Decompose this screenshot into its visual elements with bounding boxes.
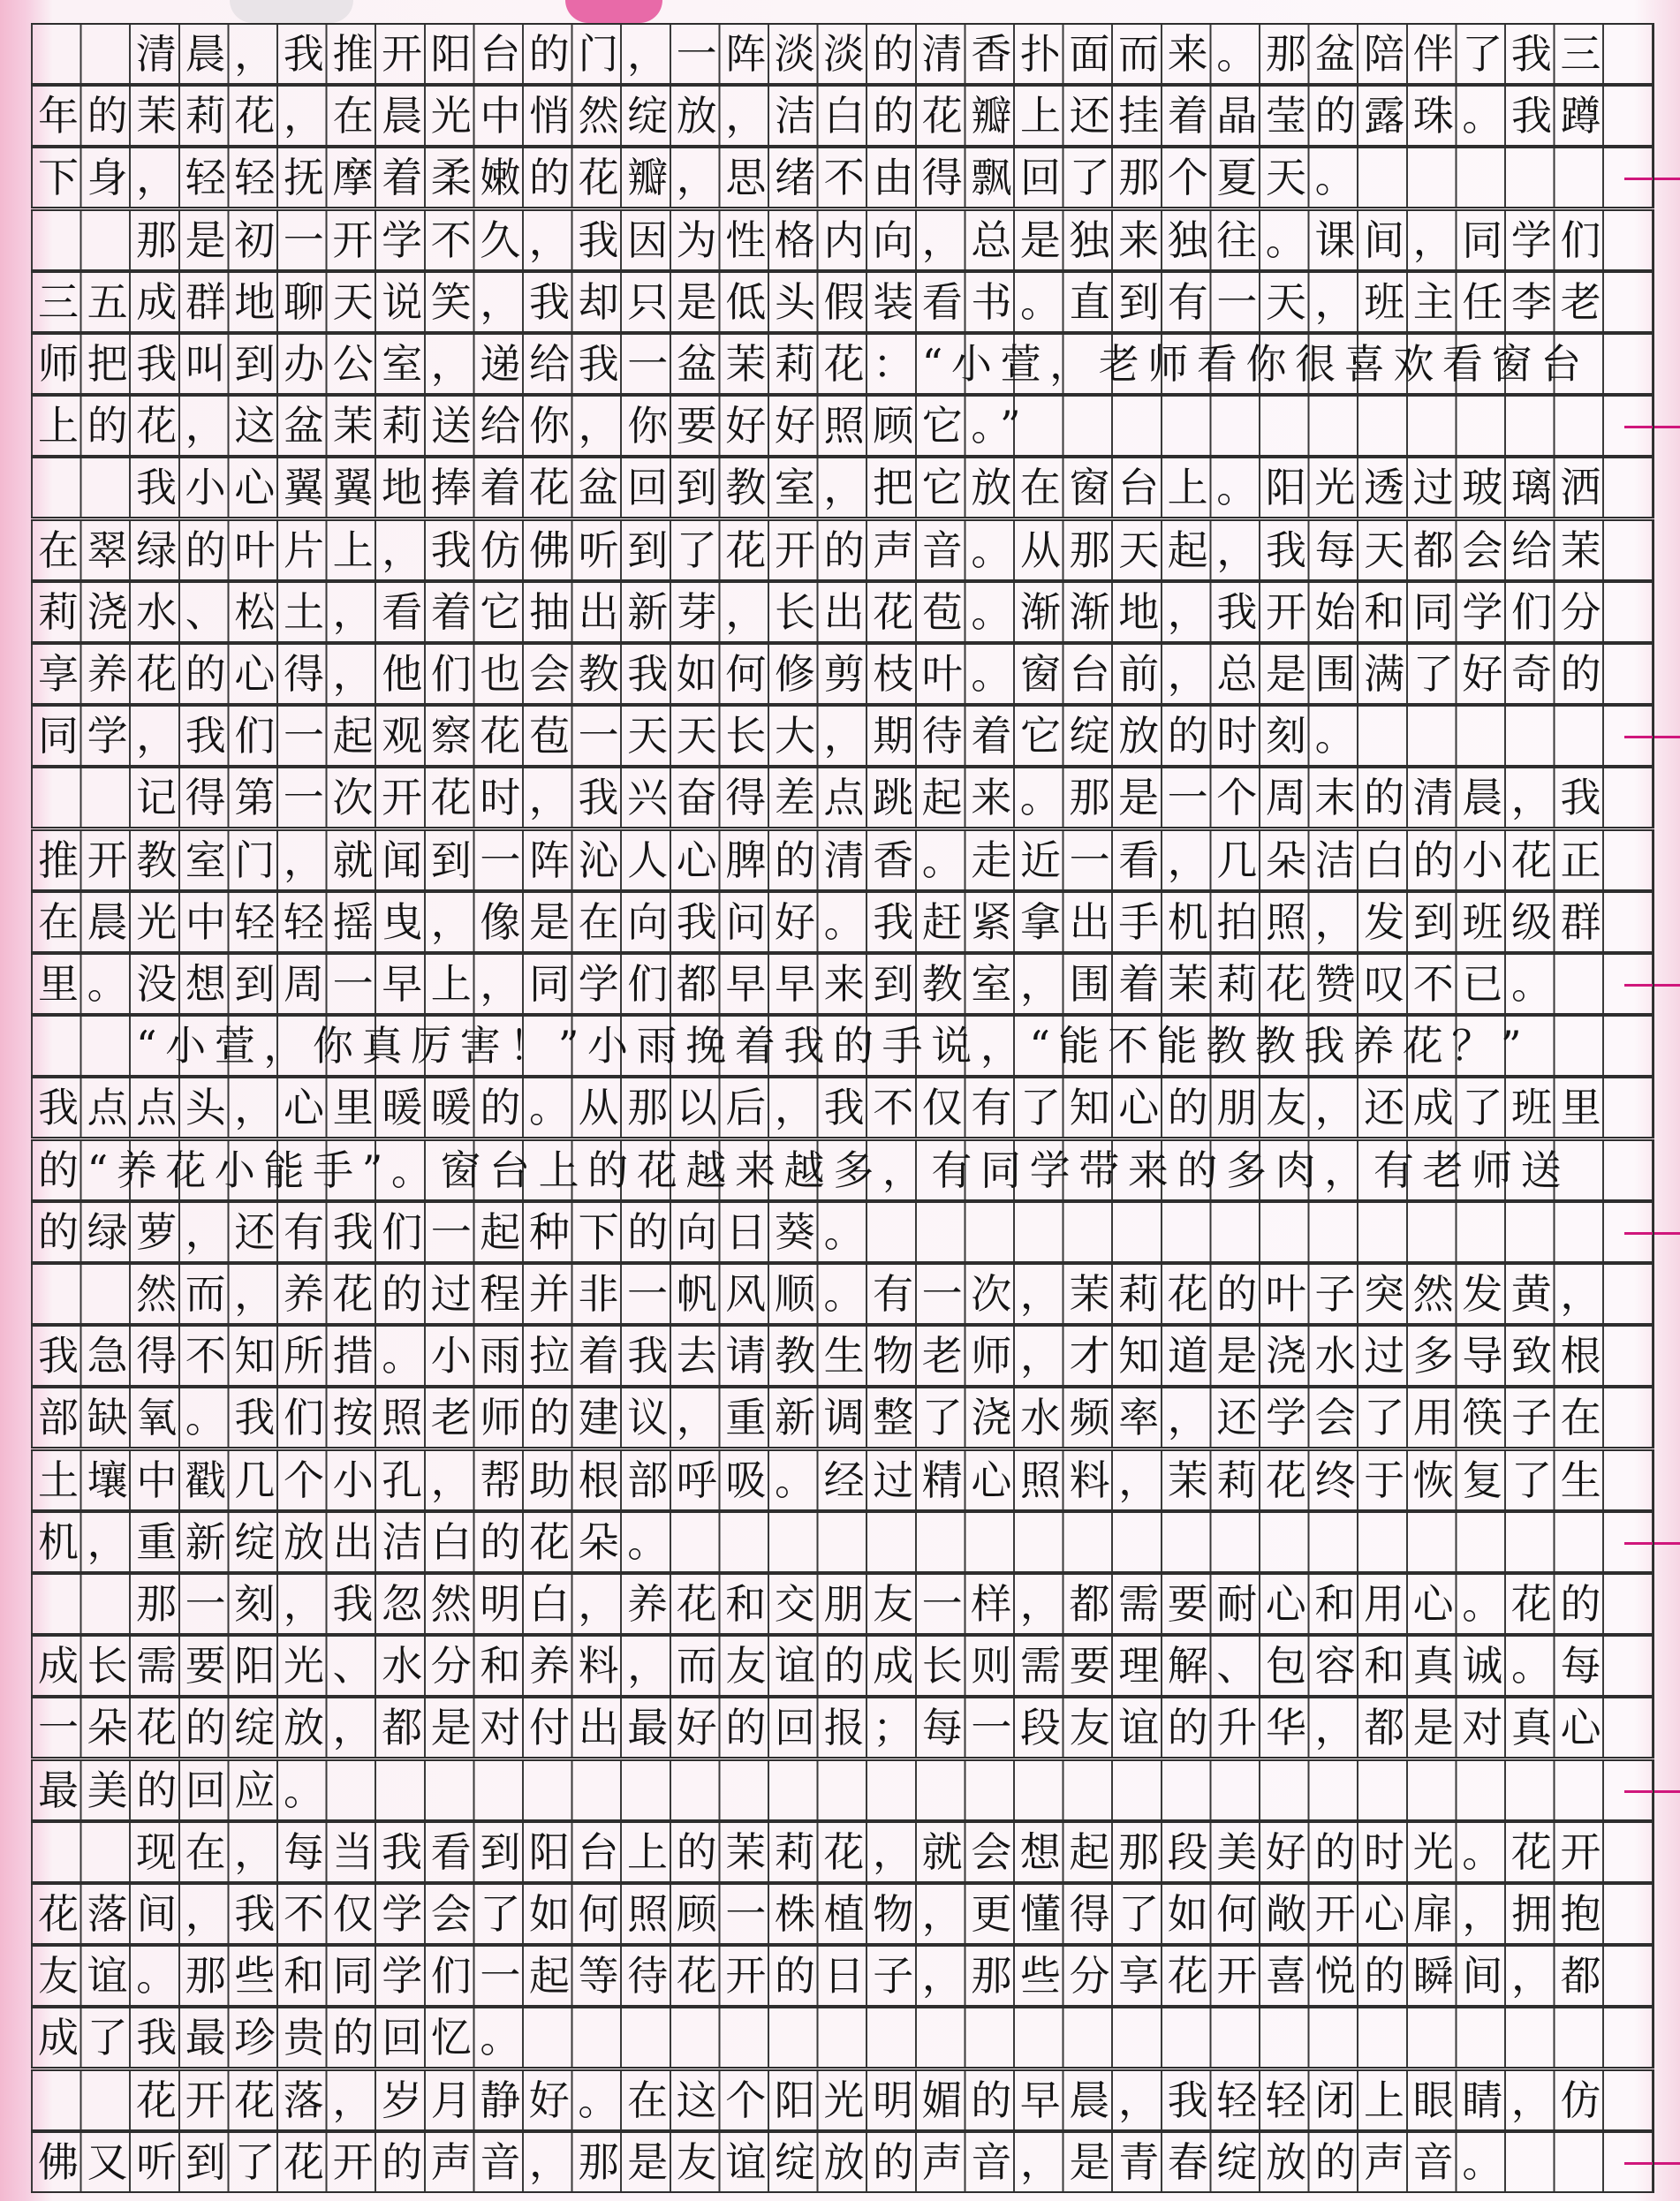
- essay-line-text: “小萱，你真厉害！”小雨挽着我的手说，“能不能教教我养花？”: [136, 1022, 1531, 1070]
- essay-line-text: 下身，轻轻抚摩着柔嫩的花瓣，思绪不由得飘回了那个夏天。: [38, 154, 1365, 202]
- essay-line: [31, 1325, 1653, 1387]
- essay-line-text: 推开教室门，就闻到一阵沁人心脾的清香。走近一看，几朵洁白的小花正: [38, 836, 1610, 884]
- essay-line: [31, 147, 1653, 208]
- essay-line: [31, 891, 1653, 953]
- essay-line: [31, 643, 1653, 705]
- heart-decoration: [565, 0, 662, 23]
- essay-line-text: 成了我最珍贵的回忆。: [38, 2014, 529, 2062]
- essay-line: [31, 1945, 1653, 2007]
- essay-line: [31, 519, 1653, 581]
- essay-line: [31, 1077, 1653, 1138]
- essay-line-text: 的绿萝，还有我们一起种下的向日葵。: [38, 1207, 874, 1256]
- essay-line-text: 在翠绿的叶片上，我仿佛听到了花开的声音。从那天起，我每天都会给茉: [38, 526, 1610, 574]
- essay-line-text: 花落间，我不仅学会了如何照顾一株植物，更懂得了如何敞开心扉，拥抱: [38, 1890, 1610, 1938]
- essay-line-text: 的“养花小能手”。窗台上的花越来越多，有同学带来的多肉，有老师送: [38, 1146, 1570, 1194]
- essay-line-text: 享养花的心得，他们也会教我如何修剪枝叶。窗台前，总是围满了好奇的: [38, 650, 1610, 698]
- essay-line: [31, 1759, 1653, 1821]
- essay-line: [31, 457, 1653, 518]
- essay-line-text: 花开花落，岁月静好。在这个阳光明媚的早晨，我轻轻闭上眼睛，仿: [136, 2076, 1609, 2124]
- essay-line-text: 成长需要阳光、水分和养料，而友谊的成长则需要理解、包容和真诚。每: [38, 1642, 1610, 1690]
- essay-line-text: 机，重新绽放出洁白的花朵。: [38, 1517, 677, 1566]
- essay-line-text: 友谊。那些和同学们一起等待花开的日子，那些分享花开喜悦的瞬间，都: [38, 1952, 1610, 2001]
- essay-line: [31, 1449, 1653, 1511]
- essay-line: [31, 333, 1653, 395]
- essay-line: [31, 1387, 1653, 1448]
- paragraph-end-mark: [1624, 1542, 1680, 1545]
- essay-line: [31, 1821, 1653, 1883]
- essay-line: [31, 953, 1653, 1015]
- essay-line-text: 年的茉莉花，在晨光中悄然绽放，洁白的花瓣上还挂着晶莹的露珠。我蹲: [38, 92, 1610, 140]
- essay-line-text: 现在，每当我看到阳台上的茉莉花，就会想起那段美好的时光。花开: [136, 1827, 1609, 1876]
- essay-line: [31, 1883, 1653, 1945]
- essay-line: [31, 1139, 1653, 1201]
- essay-line-text: 最美的回应。: [38, 1766, 333, 1814]
- essay-line: [31, 23, 1653, 85]
- essay-line: [31, 829, 1653, 891]
- essay-line: [31, 581, 1653, 643]
- essay-line: [31, 1015, 1653, 1077]
- essay-line-text: 师把我叫到办公室，递给我一盆茉莉花：“小萱，老师看你很喜欢看窗台: [38, 340, 1590, 388]
- essay-line-text: 然而，养花的过程并非一帆风顺。有一次，茉莉花的叶子突然发黄，: [136, 1270, 1609, 1318]
- essay-line-text: 那是初一开学不久，我因为性格内向，总是独来独往。课间，同学们: [136, 216, 1609, 264]
- essay-line-text: 莉浇水、松土，看着它抽出新芽，长出花苞。渐渐地，我开始和同学们分: [38, 587, 1610, 636]
- paragraph-end-mark: [1624, 984, 1680, 987]
- essay-line: [31, 1511, 1653, 1573]
- essay-line: [31, 1635, 1653, 1697]
- paragraph-end-mark: [1624, 736, 1680, 738]
- essay-line-text: 上的花，这盆茉莉送给你，你要好好照顾它。”: [38, 402, 1030, 450]
- essay-line: [31, 1697, 1653, 1759]
- essay-line-text: 部缺氧。我们按照老师的建议，重新调整了浇水频率，还学会了用筷子在: [38, 1394, 1610, 1442]
- grid-paper: [31, 23, 1653, 2201]
- essay-line-text: 同学，我们一起观察花苞一天天长大，期待着它绽放的时刻。: [38, 712, 1365, 760]
- essay-line-text: 记得第一次开花时，我兴奋得差点跳起来。那是一个周末的清晨，我: [136, 774, 1609, 822]
- essay-line-text: 在晨光中轻轻摇曳，像是在向我问好。我赶紧拿出手机拍照，发到班级群: [38, 897, 1610, 946]
- essay-line-text: 土壤中戳几个小孔，帮助根部呼吸。经过精心照料，茉莉花终于恢复了生: [38, 1456, 1610, 1504]
- essay-line-text: 我急得不知所措。小雨拉着我去请教生物老师，才知道是浇水过多导致根: [38, 1332, 1610, 1380]
- essay-line-text: 我小心翼翼地捧着花盆回到教室，把它放在窗台上。阳光透过玻璃洒: [136, 464, 1609, 512]
- essay-line: [31, 1573, 1653, 1635]
- paragraph-end-mark: [1624, 178, 1680, 180]
- essay-line: [31, 2131, 1653, 2193]
- tape-decoration: [230, 0, 353, 23]
- essay-line-text: 我点点头，心里暖暖的。从那以后，我不仅有了知心的朋友，还成了班里: [38, 1084, 1610, 1132]
- essay-line-text: 里。没想到周一早上，同学们都早早来到教室，围着茉莉花赞叹不已。: [38, 960, 1561, 1008]
- essay-line: [31, 209, 1653, 271]
- essay-line-text: 一朵花的绽放，都是对付出最好的回报；每一段友谊的升华，都是对真心: [38, 1704, 1610, 1752]
- essay-line: [31, 1263, 1653, 1325]
- essay-line-text: 佛又听到了花开的声音，那是友谊绽放的声音，是青春绽放的声音。: [38, 2137, 1511, 2186]
- essay-line: [31, 705, 1653, 767]
- essay-line: [31, 1201, 1653, 1263]
- essay-line: [31, 2069, 1653, 2131]
- essay-line-text: 三五成群地聊天说笑，我却只是低头假装看书。直到有一天，班主任李老: [38, 277, 1610, 326]
- essay-line: [31, 767, 1653, 828]
- paragraph-end-mark: [1624, 1790, 1680, 1793]
- essay-line: [31, 395, 1653, 457]
- essay-line: [31, 85, 1653, 147]
- essay-line: [31, 2007, 1653, 2069]
- essay-line-text: 那一刻，我忽然明白，养花和交朋友一样，都需要耐心和用心。花的: [136, 1580, 1609, 1628]
- paragraph-end-mark: [1624, 2162, 1680, 2165]
- essay-line-text: 清晨，我推开阳台的门，一阵淡淡的清香扑面而来。那盆陪伴了我三: [136, 30, 1609, 78]
- essay-line: [31, 271, 1653, 333]
- paragraph-end-mark: [1624, 1232, 1680, 1235]
- paragraph-end-mark: [1624, 426, 1680, 428]
